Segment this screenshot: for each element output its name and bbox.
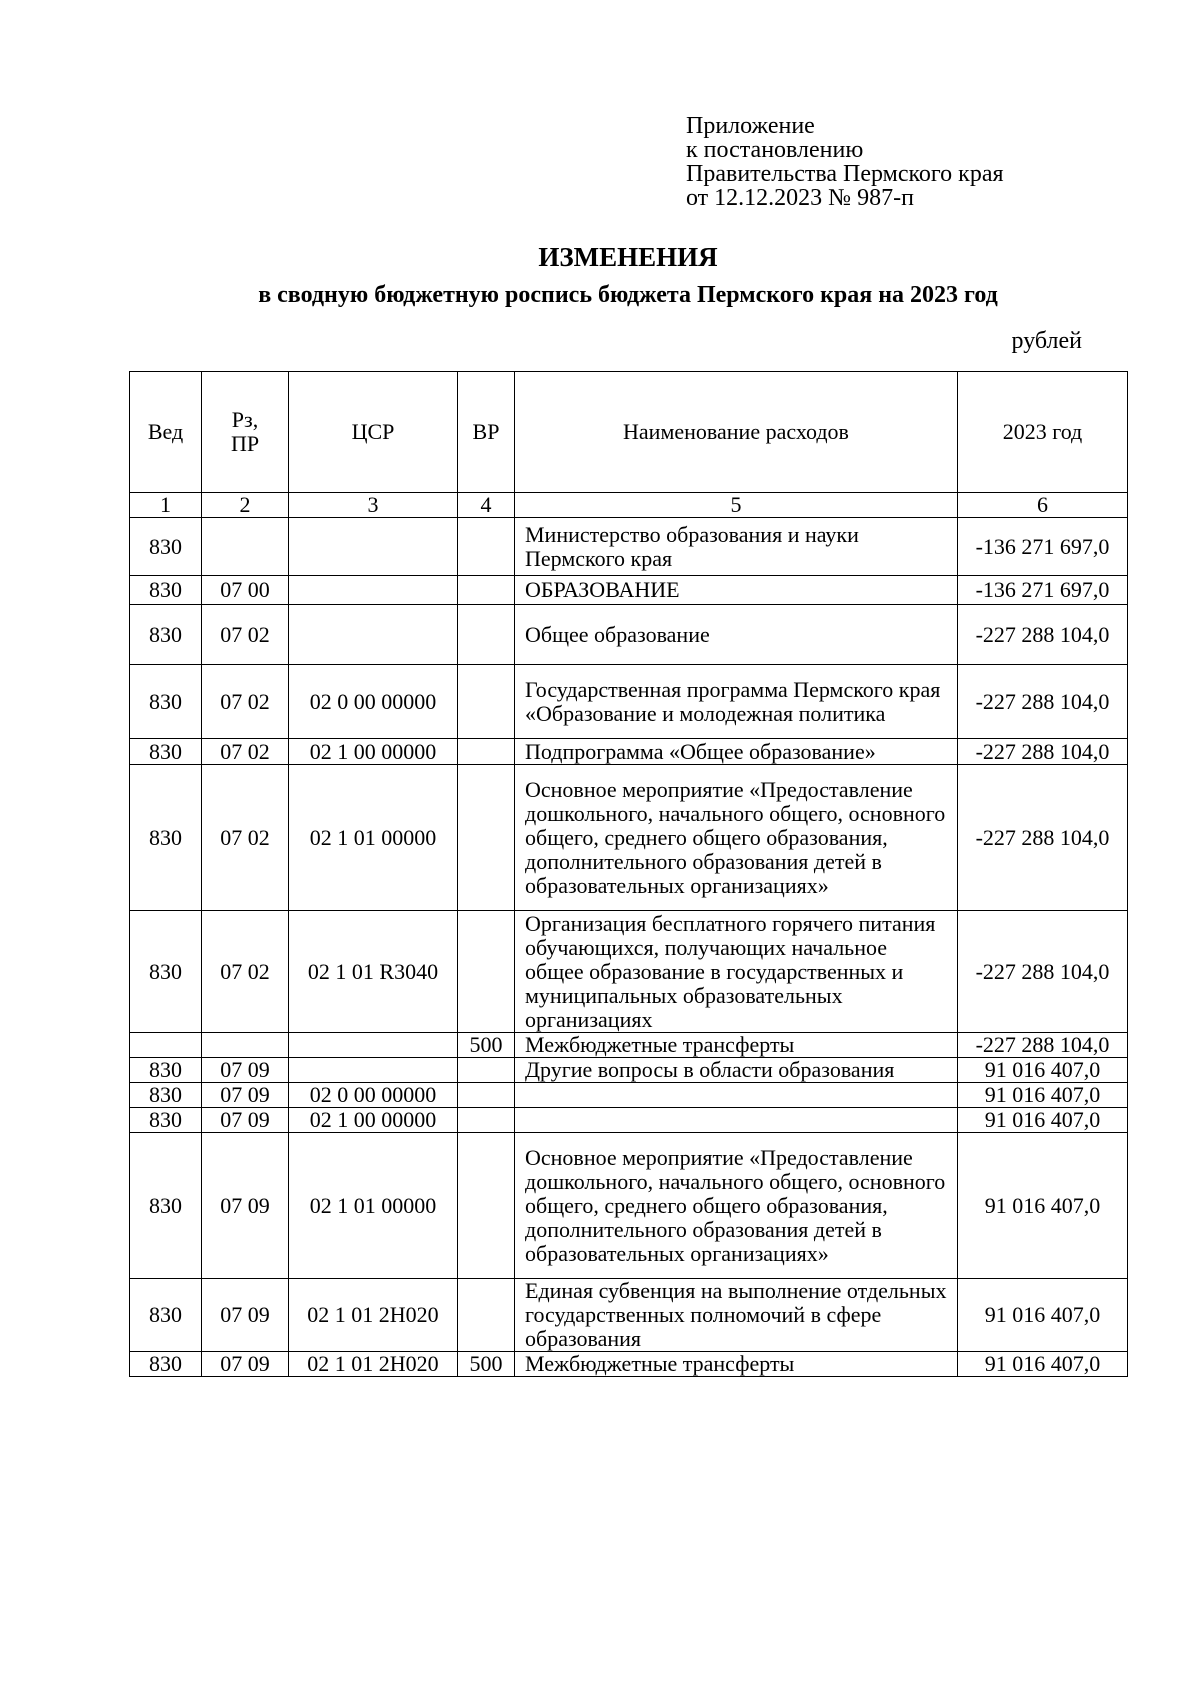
cell-ved: 830 (130, 1352, 202, 1377)
table-row (130, 1133, 1128, 1279)
cell-vr: 500 (458, 1352, 515, 1377)
col-header-year (958, 372, 1128, 493)
cell-csr (289, 518, 458, 576)
cell-rz: 07 02 (202, 739, 289, 765)
cell-rz: 07 09 (202, 1279, 289, 1352)
cell-name: Межбюджетные трансферты (515, 1352, 958, 1377)
cell-vr (458, 576, 515, 605)
cell-name: Основное мероприятие «Предоставление дошкольного, начального общего, основного общего, среднего общего образования, дополнительного образования детей в образовательных организациях» (515, 765, 958, 911)
cell-rz: 07 02 (202, 665, 289, 739)
cell-name: Межбюджетные трансферты (515, 1033, 958, 1058)
cell-ved: 830 (130, 1133, 202, 1279)
cell-ved: 830 (130, 765, 202, 911)
table-row (130, 665, 1128, 739)
cell-name: Государственная программа Пермского края «Образование и молодежная политика (515, 665, 958, 739)
column-numbers-row (130, 493, 1128, 518)
cell-vr (458, 665, 515, 739)
cell-ved (130, 1033, 202, 1058)
col-number: 5 (515, 493, 958, 518)
cell-name: ОБРАЗОВАНИЕ (515, 576, 958, 605)
cell-name: Подпрограмма «Общее образование» (515, 739, 958, 765)
cell-ved: 830 (130, 576, 202, 605)
col-number: 3 (289, 493, 458, 518)
cell-vr (458, 765, 515, 911)
col-header-rz-label: Рз, ПР (230, 407, 260, 456)
cell-vr (458, 739, 515, 765)
cell-rz: 07 02 (202, 765, 289, 911)
cell-csr: 02 1 01 2Н020 (289, 1279, 458, 1352)
budget-table (129, 371, 1128, 1377)
document-title: ИЗМЕНЕНИЯ (538, 242, 718, 272)
table-row (130, 518, 1128, 576)
cell-name: Другие вопросы в области образования (515, 1058, 958, 1083)
col-header-csr (289, 372, 458, 493)
annex-line-4: от 12.12.2023 № 987-п (686, 185, 914, 211)
cell-rz: 07 02 (202, 605, 289, 665)
cell-csr (289, 576, 458, 605)
cell-name: Единая субвенция на выполнение отдельных государственных полномочий в сфере образования (515, 1279, 958, 1352)
col-header-vr (458, 372, 515, 493)
col-header-csr-label: ЦСР (351, 419, 395, 444)
cell-value: 91 016 407,0 (958, 1279, 1128, 1352)
col-header-name (515, 372, 958, 493)
cell-value: 91 016 407,0 (958, 1058, 1128, 1083)
cell-csr: 02 0 00 00000 (289, 665, 458, 739)
cell-rz: 07 09 (202, 1352, 289, 1377)
cell-ved: 830 (130, 1058, 202, 1083)
cell-csr (289, 605, 458, 665)
cell-vr (458, 1058, 515, 1083)
annex-line-2: к постановлению (686, 137, 864, 163)
col-header-year-label: 2023 год (1002, 419, 1083, 444)
table-row (130, 1083, 1128, 1108)
cell-name: Министерство образования и науки Пермского края (515, 518, 958, 576)
table-row (130, 1108, 1128, 1133)
cell-vr (458, 605, 515, 665)
cell-csr: 02 0 00 00000 (289, 1083, 458, 1108)
cell-csr: 02 1 01 00000 (289, 765, 458, 911)
table-header-row (130, 372, 1128, 493)
cell-value: 91 016 407,0 (958, 1108, 1128, 1133)
cell-vr (458, 911, 515, 1033)
cell-rz: 07 02 (202, 911, 289, 1033)
cell-value: -227 288 104,0 (958, 765, 1128, 911)
cell-ved: 830 (130, 911, 202, 1033)
cell-rz: 07 09 (202, 1083, 289, 1108)
document-subtitle: в сводную бюджетную роспись бюджета Пермского края на 2023 год (258, 282, 998, 308)
cell-csr: 02 1 01 00000 (289, 1133, 458, 1279)
table-row (130, 765, 1128, 911)
annex-line-3: Правительства Пермского края (686, 161, 1004, 187)
table-row (130, 576, 1128, 605)
cell-csr (289, 1058, 458, 1083)
cell-value: -227 288 104,0 (958, 665, 1128, 739)
cell-vr (458, 1279, 515, 1352)
table-row (130, 739, 1128, 765)
col-number: 2 (202, 493, 289, 518)
cell-ved: 830 (130, 605, 202, 665)
col-header-ved-label: Вед (147, 419, 184, 444)
cell-csr: 02 1 00 00000 (289, 1108, 458, 1133)
col-header-rz (202, 372, 289, 493)
cell-value: -227 288 104,0 (958, 605, 1128, 665)
cell-ved: 830 (130, 1083, 202, 1108)
table-row (130, 1058, 1128, 1083)
units-label: рублей (1011, 328, 1082, 354)
col-header-name-label: Наименование расходов (623, 419, 849, 444)
cell-rz: 07 09 (202, 1133, 289, 1279)
table-row (130, 605, 1128, 665)
cell-value: -227 288 104,0 (958, 1033, 1128, 1058)
cell-ved: 830 (130, 518, 202, 576)
cell-ved: 830 (130, 665, 202, 739)
cell-vr: 500 (458, 1033, 515, 1058)
cell-csr: 02 1 01 2Н020 (289, 1352, 458, 1377)
cell-name: Основное мероприятие «Предоставление дошкольного, начального общего, основного общего, среднего общего образования, дополнительного образования детей в образовательных организациях» (515, 1133, 958, 1279)
cell-value: -136 271 697,0 (958, 576, 1128, 605)
annex-block (686, 114, 1004, 210)
cell-csr: 02 1 00 00000 (289, 739, 458, 765)
col-number: 1 (130, 493, 202, 518)
cell-rz: 07 00 (202, 576, 289, 605)
cell-value: -227 288 104,0 (958, 911, 1128, 1033)
cell-name (515, 1083, 958, 1108)
cell-ved: 830 (130, 1279, 202, 1352)
col-header-vr-label: ВР (472, 419, 500, 444)
col-number: 4 (458, 493, 515, 518)
table-row (130, 1033, 1128, 1058)
cell-name: Организация бесплатного горячего питания обучающихся, получающих начальное общее образование в государственных и муниципальных образовательных организациях (515, 911, 958, 1033)
col-number: 6 (958, 493, 1128, 518)
cell-name: Общее образование (515, 605, 958, 665)
cell-vr (458, 1133, 515, 1279)
cell-value: 91 016 407,0 (958, 1083, 1128, 1108)
cell-rz (202, 1033, 289, 1058)
table-row (130, 1279, 1128, 1352)
annex-line-1: Приложение (686, 113, 815, 139)
cell-ved: 830 (130, 739, 202, 765)
cell-vr (458, 518, 515, 576)
cell-value: 91 016 407,0 (958, 1352, 1128, 1377)
cell-ved: 830 (130, 1108, 202, 1133)
cell-vr (458, 1083, 515, 1108)
cell-value: -136 271 697,0 (958, 518, 1128, 576)
cell-csr: 02 1 01 R3040 (289, 911, 458, 1033)
table-row (130, 1352, 1128, 1377)
cell-rz: 07 09 (202, 1108, 289, 1133)
col-header-ved (130, 372, 202, 493)
cell-vr (458, 1108, 515, 1133)
table-row (130, 911, 1128, 1033)
cell-value: -227 288 104,0 (958, 739, 1128, 765)
cell-rz: 07 09 (202, 1058, 289, 1083)
cell-rz (202, 518, 289, 576)
cell-csr (289, 1033, 458, 1058)
cell-name (515, 1108, 958, 1133)
cell-value: 91 016 407,0 (958, 1133, 1128, 1279)
